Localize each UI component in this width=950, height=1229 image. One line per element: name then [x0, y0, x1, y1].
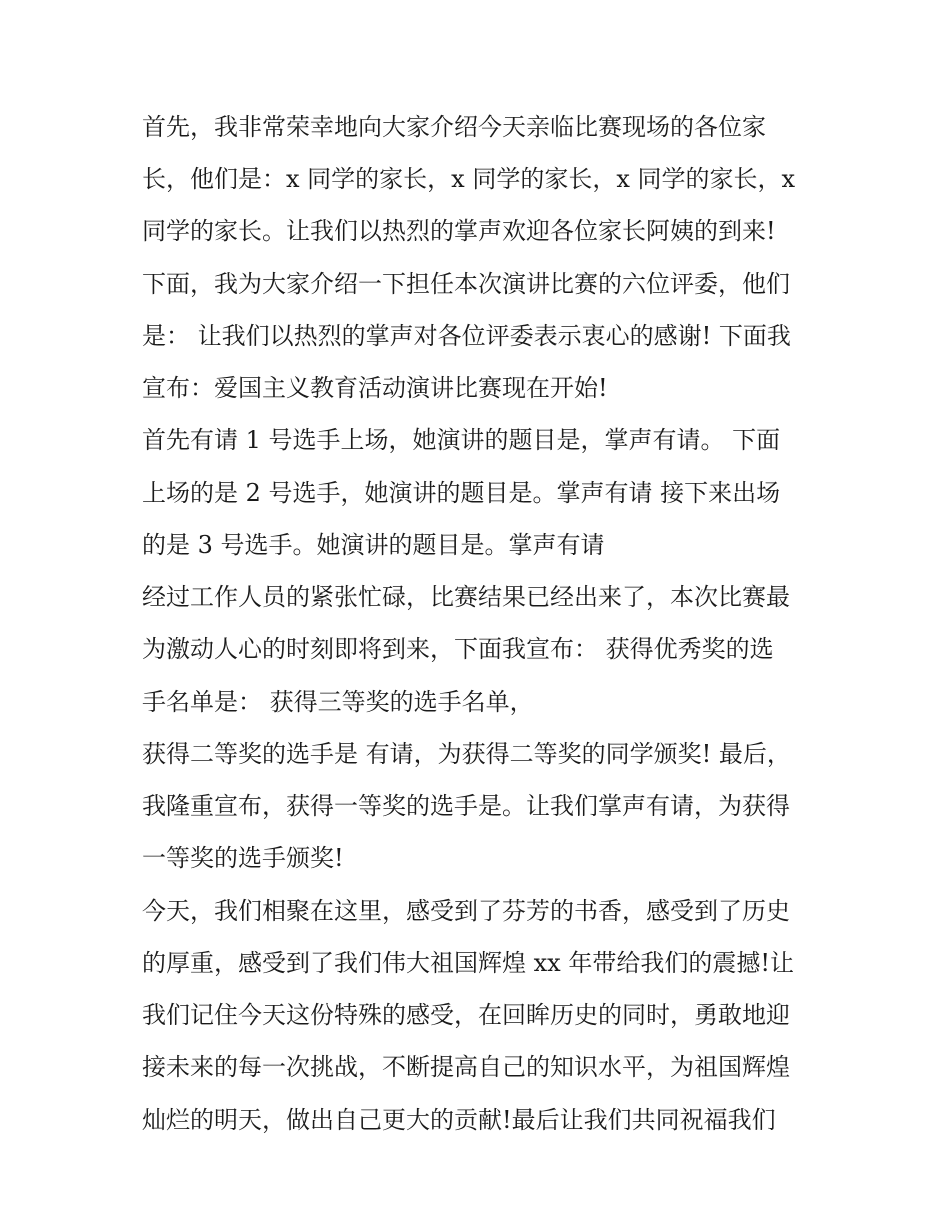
text-line: 是： 让我们以热烈的掌声对各位评委表示衷心的感谢! 下面我 [142, 322, 791, 350]
text-line: 今天，我们相聚在这里，感受到了芬芳的书香，感受到了历史 [142, 897, 790, 925]
text-line: 的厚重，感受到了我们伟大祖国辉煌 xx 年带给我们的震撼!让 [142, 949, 794, 977]
text-line: 我隆重宣布，获得一等奖的选手是。让我们掌声有请，为获得 [142, 792, 790, 820]
text-line: 同学的家长。让我们以热烈的掌声欢迎各位家长阿姨的到来! [142, 217, 776, 245]
text-line: 经过工作人员的紧张忙碌，比赛结果已经出来了，本次比赛最 [142, 583, 790, 611]
text-line: 接未来的每一次挑战，不断提高自己的知识水平，为祖国辉煌 [142, 1053, 790, 1081]
text-line: 上场的是 2 号选手，她演讲的题目是。掌声有请 接下来出场 [142, 479, 781, 507]
text-line: 灿烂的明天，做出自己更大的贡献!最后让我们共同祝福我们 [142, 1106, 776, 1134]
text-line: 一等奖的选手颁奖! [142, 844, 344, 872]
text-line: 获得二等奖的选手是 有请，为获得二等奖的同学颁奖! 最后， [142, 740, 791, 768]
text-line: 宣布：爱国主义教育活动演讲比赛现在开始! [142, 374, 608, 402]
text-line: 手名单是： 获得三等奖的选手名单， [142, 688, 534, 716]
text-line: 首先，我非常荣幸地向大家介绍今天亲临比赛现场的各位家 [142, 113, 766, 141]
text-line: 的是 3 号选手。她演讲的题目是。掌声有请 [142, 531, 605, 559]
text-line: 长，他们是：x 同学的家长，x 同学的家长，x 同学的家长，x [142, 165, 796, 193]
text-line: 我们记住今天这份特殊的感受，在回眸历史的同时，勇敢地迎 [142, 1001, 790, 1029]
text-line: 为激动人心的时刻即将到来，下面我宣布： 获得优秀奖的选 [142, 635, 774, 663]
text-line: 首先有请 1 号选手上场，她演讲的题目是，掌声有请。 下面 [142, 426, 781, 454]
text-line: 下面，我为大家介绍一下担任本次演讲比赛的六位评委，他们 [142, 270, 790, 298]
